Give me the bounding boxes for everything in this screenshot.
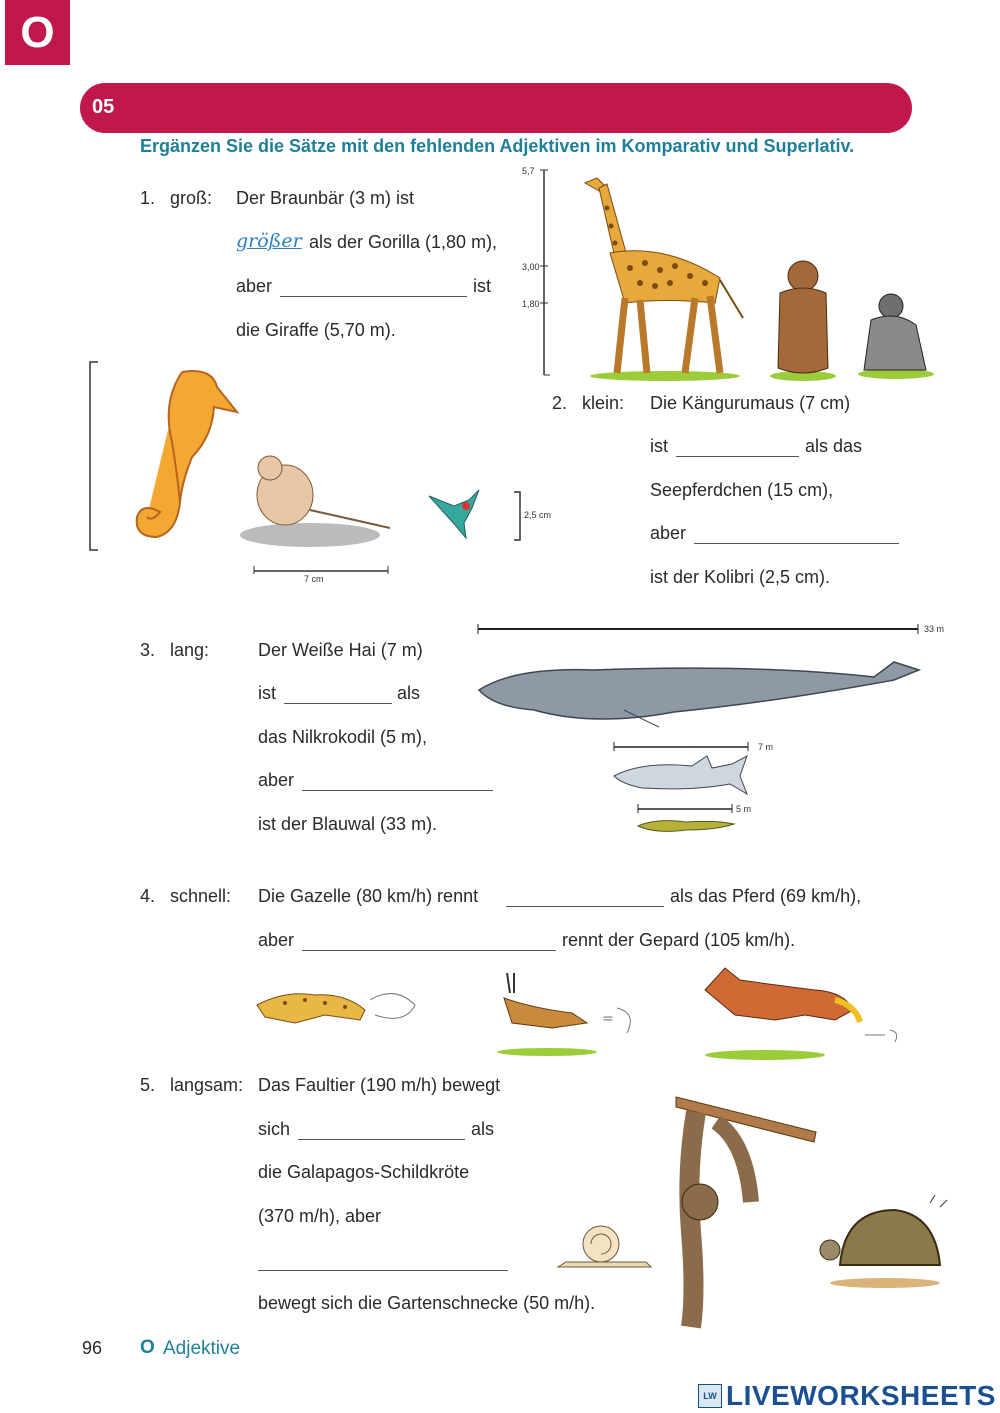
exercise-instruction: Ergänzen Sie die Sätze mit den fehlenden Adjektiven im Komparativ und Superlativ. xyxy=(140,136,855,156)
scale-label-croc: 5 m xyxy=(736,804,752,814)
scale-label-mouse: 7 cm xyxy=(304,574,324,584)
item-3-text: als xyxy=(397,683,421,703)
item-3-number: 3. xyxy=(140,640,156,660)
item-2-blank-2[interactable] xyxy=(694,543,899,544)
gorilla-illustration xyxy=(856,290,936,380)
liveworksheets-logo xyxy=(698,1380,996,1412)
hummingbird-scale-bracket xyxy=(514,492,524,542)
galapagos-tortoise-illustration xyxy=(815,1195,950,1290)
item-2-text: als das xyxy=(805,436,863,456)
item-2-adjective: klein: xyxy=(582,393,625,413)
item-1-text: als der Gorilla (1,80 m), xyxy=(309,232,498,252)
item-4-number: 4. xyxy=(140,886,156,906)
page-number: 96 xyxy=(82,1338,103,1358)
item-3-text: Der Weiße Hai (7 m) xyxy=(258,640,423,660)
item-2-text: ist xyxy=(650,436,668,456)
scale-label-kolibri: 2,5 cm xyxy=(524,510,552,520)
shark-scale-line xyxy=(612,742,752,752)
item-4-blank-2[interactable] xyxy=(302,950,556,951)
item-5-adjective: langsam: xyxy=(170,1075,244,1095)
item-3-text: ist xyxy=(258,683,276,703)
item-5-blank-2[interactable] xyxy=(258,1270,508,1271)
item-1-text: die Giraffe (5,70 m). xyxy=(236,320,396,340)
item-3-blank-1[interactable] xyxy=(284,703,392,704)
item-5-text: bewegt sich die Gartenschnecke (50 m/h). xyxy=(258,1293,596,1313)
whale-scale-line xyxy=(476,624,921,634)
item-2-text: aber xyxy=(650,523,687,543)
scale-label-bear: 3,00 xyxy=(522,262,540,272)
sloth-branch-illustration xyxy=(676,1092,821,1332)
item-5-text: sich xyxy=(258,1119,291,1139)
item-2-text: ist der Kolibri (2,5 cm). xyxy=(650,567,831,587)
item-2-number: 2. xyxy=(552,393,568,413)
item-1-text: ist xyxy=(473,276,491,296)
exercise-number: 05 xyxy=(92,96,115,118)
item-1-number: 1. xyxy=(140,188,156,208)
svg-text:=: = xyxy=(602,1011,614,1027)
item-3-text: ist der Blauwal (33 m). xyxy=(258,814,438,834)
liveworksheets-wordmark: LIVEWORKSHEETS xyxy=(726,1380,996,1411)
item-1-text: aber xyxy=(236,276,273,296)
giraffe-illustration xyxy=(555,168,755,383)
nile-crocodile-illustration xyxy=(636,814,736,836)
kangaroo-mouse-illustration xyxy=(240,450,400,550)
item-5-text: (370 m/h), aber xyxy=(258,1206,382,1226)
horse-illustration xyxy=(695,960,910,1060)
scale-label-giraffe: 5,7 xyxy=(522,166,535,176)
item-4-text: rennt der Gepard (105 km/h). xyxy=(562,930,796,950)
scale-label-shark: 7 m xyxy=(758,742,774,752)
snail-illustration xyxy=(556,1222,656,1272)
footer-chapter-title: Adjektive xyxy=(163,1338,241,1359)
scale-label-whale: 33 m xyxy=(924,624,945,634)
item-2-blank-1[interactable] xyxy=(676,456,799,457)
white-shark-illustration xyxy=(612,756,752,796)
item-5-text: die Galapagos-Schildkröte xyxy=(258,1162,470,1182)
gazelle-illustration xyxy=(492,968,642,1058)
height-scale-ruler xyxy=(536,170,556,380)
hummingbird-illustration xyxy=(424,488,494,543)
item-3-blank-2[interactable] xyxy=(302,790,493,791)
item-4-text: als das Pferd (69 km/h), xyxy=(670,886,862,906)
seahorse-scale-bracket xyxy=(88,362,100,552)
bear-illustration xyxy=(768,258,838,383)
item-3-adjective: lang: xyxy=(170,640,210,660)
liveworksheets-badge-icon: LW xyxy=(698,1384,722,1408)
item-3-text: aber xyxy=(258,770,295,790)
item-4-text: Die Gazelle (80 km/h) rennt xyxy=(258,886,479,906)
chapter-badge: O xyxy=(5,0,70,65)
item-4-adjective: schnell: xyxy=(170,886,232,906)
item-1-adjective: groß: xyxy=(170,188,213,208)
item-5-text: als xyxy=(471,1119,495,1139)
footer-chapter-letter: O xyxy=(140,1337,155,1358)
item-5-text: Das Faultier (190 m/h) bewegt xyxy=(258,1075,501,1095)
item-1-text: Der Braunbär (3 m) ist xyxy=(236,188,415,208)
item-4-blank-1[interactable] xyxy=(506,906,664,907)
item-1-answer-filled[interactable]: größer xyxy=(236,230,302,252)
cheetah-illustration xyxy=(255,985,420,1030)
seahorse-illustration xyxy=(122,362,242,552)
item-2-text: Die Kängurumaus (7 cm) xyxy=(650,393,851,413)
croc-scale-line xyxy=(636,804,736,814)
blue-whale-illustration xyxy=(474,652,924,732)
exercise-banner xyxy=(80,83,912,133)
item-4-text: aber xyxy=(258,930,295,950)
item-5-number: 5. xyxy=(140,1075,156,1095)
item-5-blank-1[interactable] xyxy=(298,1139,465,1140)
item-3-text: das Nilkrokodil (5 m), xyxy=(258,727,428,747)
scale-label-gorilla: 1,80 xyxy=(522,299,540,309)
item-2-text: Seepferdchen (15 cm), xyxy=(650,480,834,500)
item-1-blank-2[interactable] xyxy=(280,296,467,297)
